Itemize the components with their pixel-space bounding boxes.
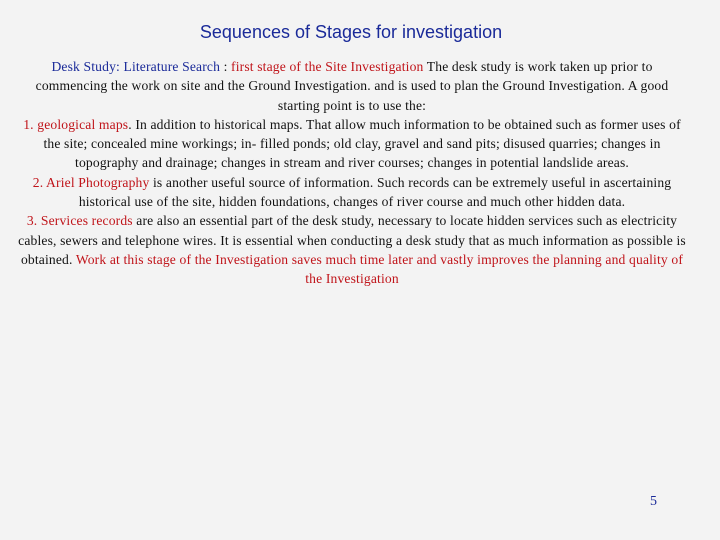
slide-title: Sequences of Stages for investigation — [199, 22, 503, 42]
slide-body — [18, 57, 686, 289]
item-label: 1. geological maps — [23, 116, 129, 132]
intro-separator: : — [220, 59, 232, 74]
page-number: 5 — [650, 494, 657, 509]
item-text: is another useful source of information. Such records can be extremely useful in ascertaining historical use of the site, hidden foundations, changes of river course and much other hidden data. — [78, 174, 672, 210]
item-text: are also an essential part of the desk study, necessary to locate hidden services such as electricity cables, sewers and telephone wires. It is essential when conducting a desk study that as much information as possible is obtained. — [18, 213, 686, 267]
intro-paragraph — [18, 57, 686, 115]
item-label: 3. Services records — [26, 213, 133, 229]
item-geological-maps — [18, 115, 686, 173]
intro-text: The desk study is work taken up prior to commencing the work on site and the Ground Investigation. and is used to plan the Ground Investigation. A good starting point is to use the: — [35, 59, 669, 113]
first-stage-highlight: first stage of the Site Investigation — [231, 59, 424, 74]
item-label: 2. Ariel Photography — [32, 174, 150, 190]
item-text: . In addition to historical maps. That allow much information to be obtained such as former uses of the site; concealed mine workings; in- filled ponds; old clay, gravel and sand pits; disused quarries; changes in topography and drainage; changes in stream and river courses; changes in potential landslide areas. — [43, 116, 681, 171]
item-ariel-photography — [18, 173, 686, 212]
desk-study-label: Desk Study: Literature Search — [51, 59, 221, 74]
item-services-records — [18, 211, 686, 288]
closing-highlight: Work at this stage of the Investigation saves much time later and vastly improves the planning and quality of the Investigation — [75, 251, 684, 287]
